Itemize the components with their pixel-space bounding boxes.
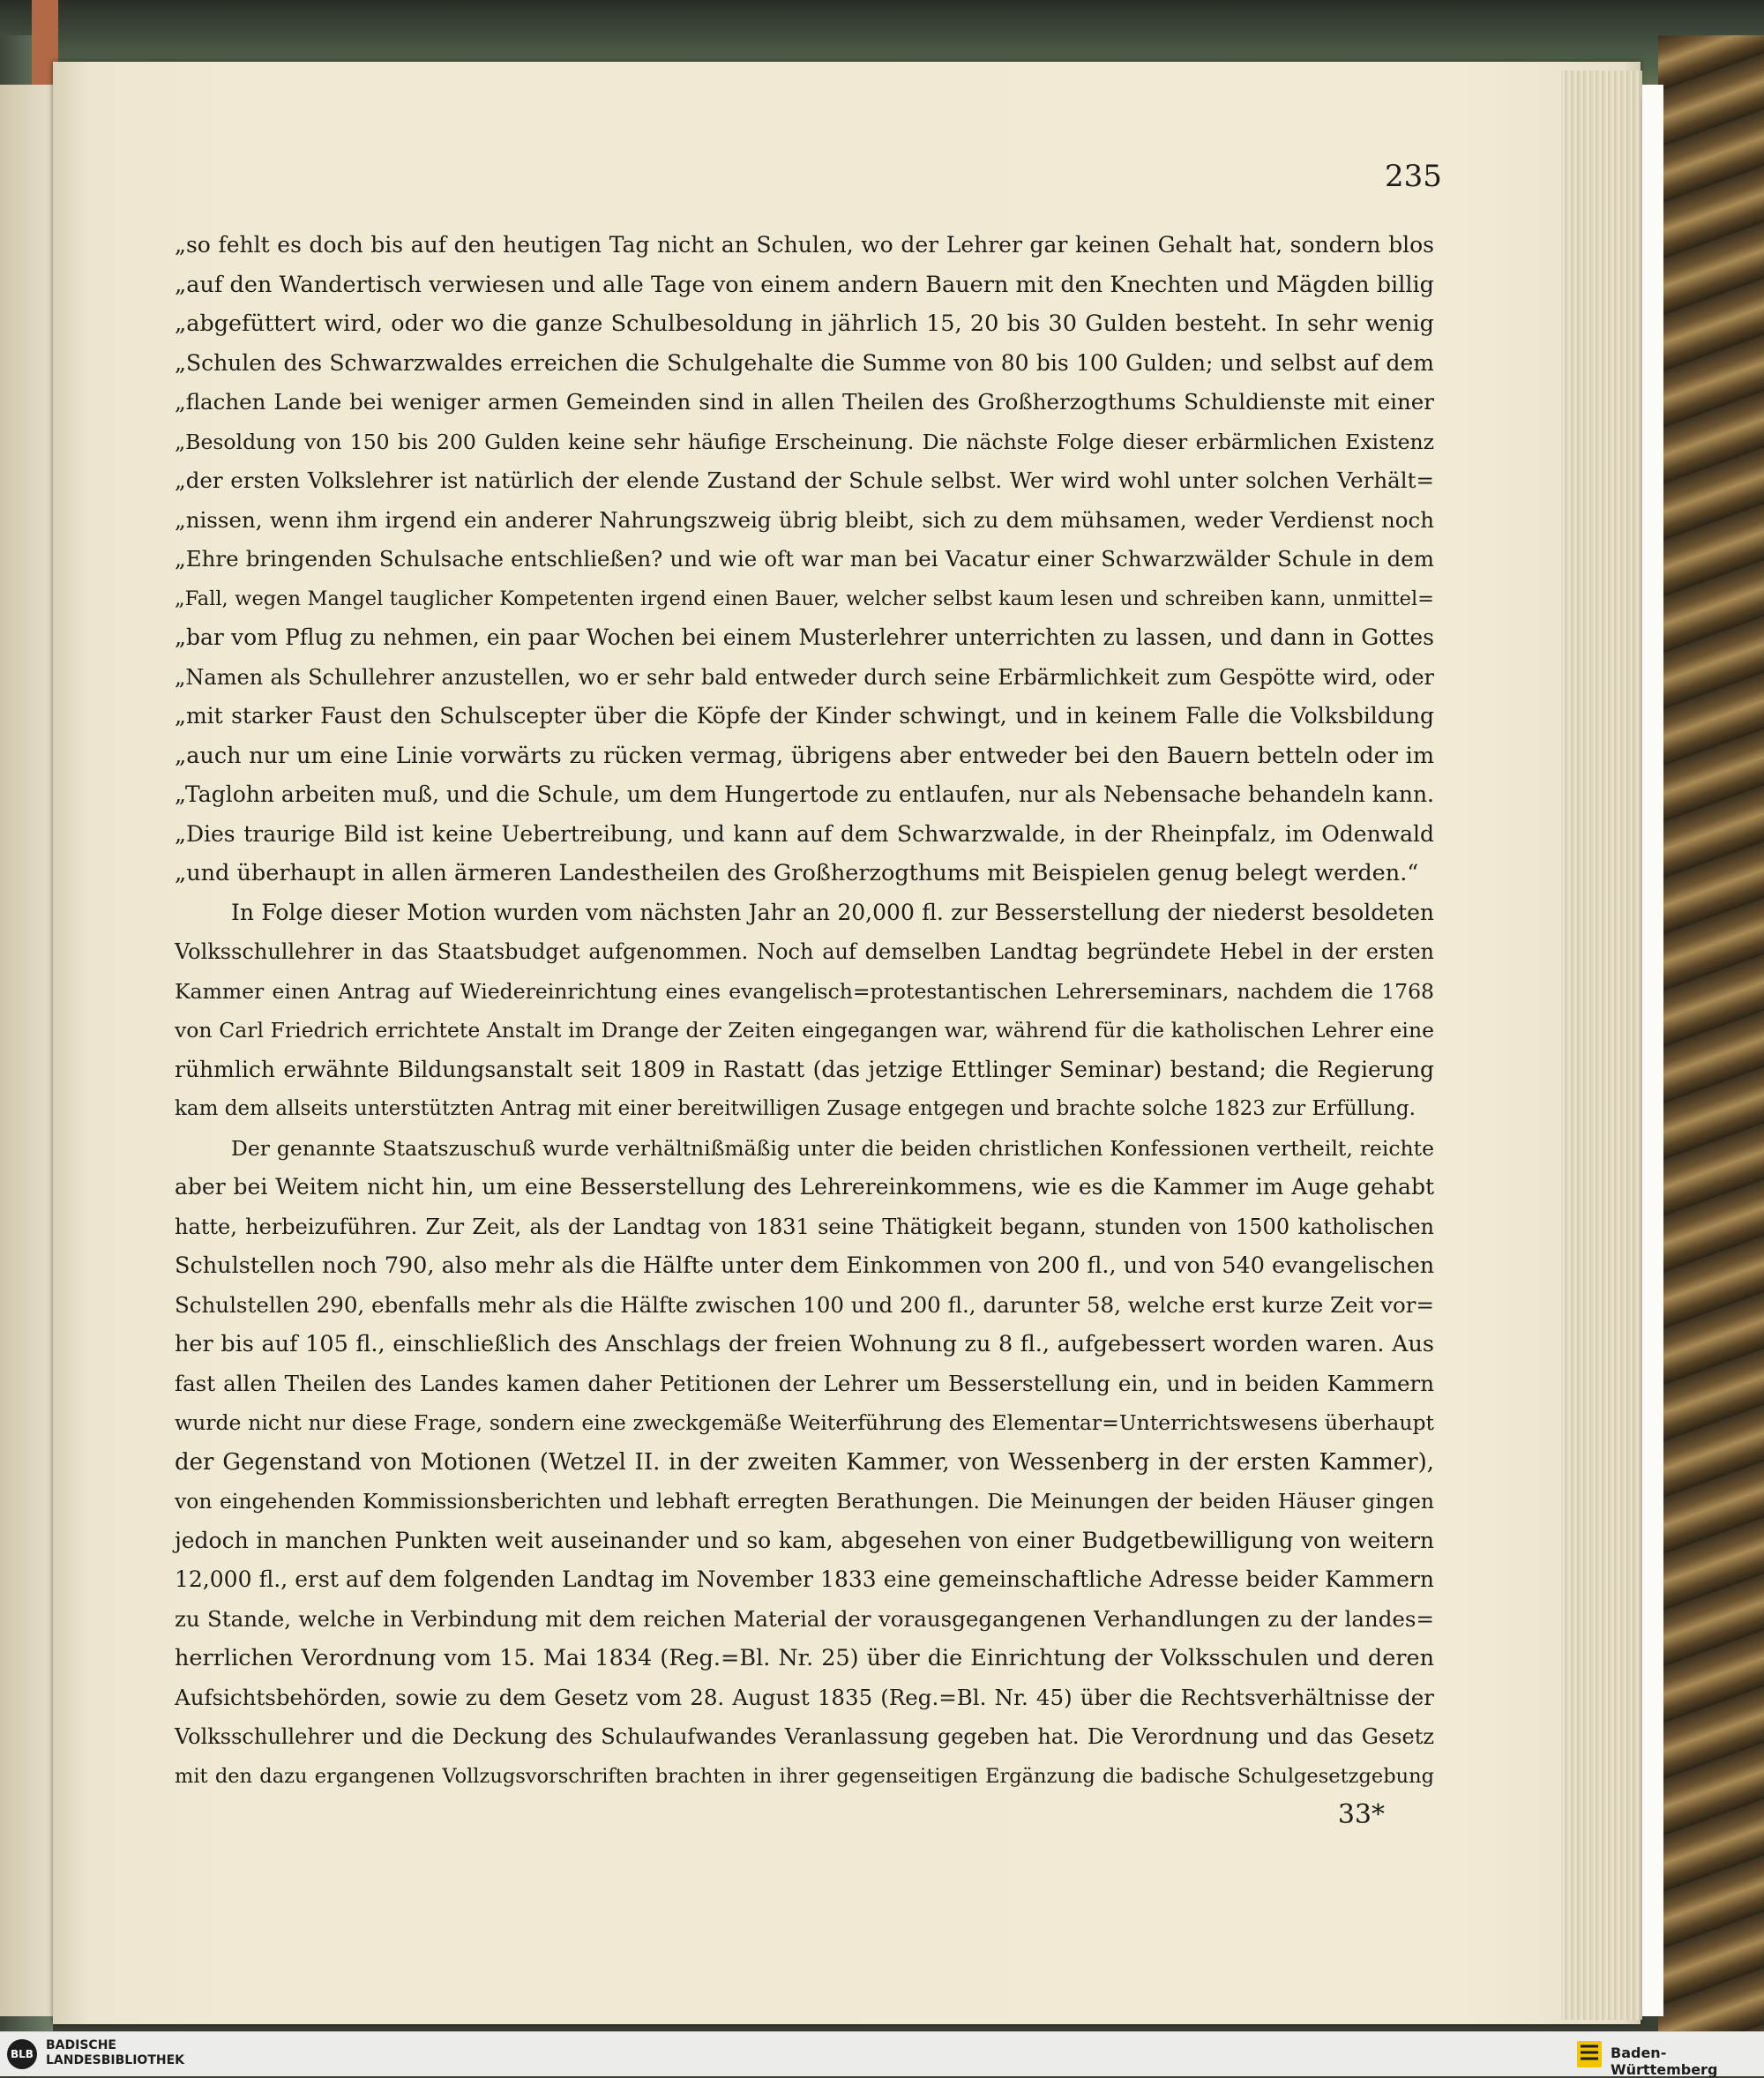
page-number: 235 bbox=[1385, 159, 1442, 194]
blb-name-line2: LANDESBIBLIOTHEK bbox=[46, 2053, 185, 2067]
text-line: „Fall, wegen Mangel tauglicher Kompetenten irgend einen Bauer, welcher selbst kaum lesen und schreiben kann, unmittel= bbox=[175, 587, 1434, 610]
text-line: „der ersten Volkslehrer ist natürlich der elende Zustand der Schule selbst. Wer wird wohl unter solchen Verhält= bbox=[175, 467, 1434, 493]
text-line: „und überhaupt in allen ärmeren Landestheilen des Großherzogthums mit Beispielen genug belegt werden.“ bbox=[175, 860, 1419, 886]
text-line: „mit starker Faust den Schulscepter über die Köpfe der Kinder schwingt, und in keinem Falle die Volksbildung bbox=[175, 703, 1434, 729]
text-line: hatte, herbeizuführen. Zur Zeit, als der Landtag von 1831 seine Thätigkeit begann, stunden von 1500 katholischen bbox=[175, 1214, 1434, 1239]
text-line: „Namen als Schullehrer anzustellen, wo er sehr bald entweder durch seine Erbärmlichkeit zum Gespötte wird, oder bbox=[175, 664, 1434, 690]
text-line: Volksschullehrer in das Staatsbudget aufgenommen. Noch auf demselben Landtag begründete Hebel in der ersten bbox=[175, 939, 1434, 964]
page-white-strip bbox=[1642, 85, 1663, 2016]
previous-page-edge bbox=[0, 85, 53, 2016]
text-line: Der genannte Staatszuschuß wurde verhältnißmäßig unter die beiden christlichen Konfessionen vertheilt, reichte bbox=[231, 1135, 1434, 1161]
text-line: zu Stande, welche in Verbindung mit dem reichen Material der vorausgegangenen Verhandlungen zu der landes= bbox=[175, 1605, 1434, 1632]
text-line: „Ehre bringenden Schulsache entschließen? und wie oft war man bei Vacatur einer Schwarzwälder Schule in dem bbox=[175, 546, 1434, 572]
text-line: „auch nur um eine Linie vorwärts zu rücken vermag, übrigens aber entweder bei den Bauern betteln oder im bbox=[175, 742, 1434, 769]
text-line: her bis auf 105 fl., einschließlich des Anschlags der freien Wohnung zu 8 fl., aufgebessert worden waren. Aus bbox=[175, 1331, 1434, 1357]
text-line: Kammer einen Antrag auf Wiedereinrichtung eines evangelisch=protestantischen Lehrerseminars, nachdem die 1768 bbox=[175, 978, 1434, 1004]
text-line: „Schulen des Schwarzwaldes erreichen die Schulgehalte die Summe von 80 bis 100 Gulden; und selbst auf dem bbox=[175, 349, 1434, 376]
text-line: Schulstellen noch 790, also mehr als die Hälfte unter dem Einkommen von 200 fl., und von 540 evangelischen bbox=[175, 1252, 1435, 1279]
text-line: „Besoldung von 150 bis 200 Gulden keine sehr häufige Erscheinung. Die nächste Folge dieser erbärmlichen Existenz bbox=[175, 429, 1434, 454]
text-line: „flachen Lande bei weniger armen Gemeinden sind in allen Theilen des Großherzogthums Schuldienste mit einer bbox=[175, 389, 1434, 415]
blb-name-line1: BADISCHE bbox=[46, 2038, 116, 2052]
bw-label[interactable]: Baden-Württemberg bbox=[1611, 2044, 1718, 2078]
text-line: wurde nicht nur diese Frage, sondern eine zweckgemäße Weiterführung des Elementar=Unterrichtswesens überhaupt bbox=[175, 1410, 1434, 1435]
text-line: „so fehlt es doch bis auf den heutigen Tag nicht an Schulen, wo der Lehrer gar keinen Gehalt hat, sondern blos bbox=[175, 232, 1434, 258]
text-line: der Gegenstand von Motionen (Wetzel II. in der zweiten Kammer, von Wessenberg in der ersten Kammer), bbox=[175, 1448, 1434, 1476]
text-line: Aufsichtsbehörden, sowie zu dem Gesetz vom 28. August 1835 (Reg.=Bl. Nr. 45) über die Rechtsverhältnisse der bbox=[175, 1684, 1434, 1710]
text-line: „Dies traurige Bild ist keine Uebertreibung, und kann auf dem Schwarzwalde, in der Rheinpfalz, im Odenwald bbox=[175, 820, 1434, 847]
text-line: „nissen, wenn ihm irgend ein anderer Nahrungszweig übrig bleibt, sich zu dem mühsamen, weder Verdienst noch bbox=[175, 506, 1434, 533]
blb-name[interactable] bbox=[46, 2038, 184, 2068]
text-line: In Folge dieser Motion wurden vom nächsten Jahr an 20,000 fl. zur Besserstellung der niederst besoldeten bbox=[231, 899, 1434, 925]
footer-bar bbox=[0, 2031, 1764, 2076]
text-line: von eingehenden Kommissionsberichten und lebhaft erregten Berathungen. Die Meinungen der beiden Häuser gingen bbox=[175, 1489, 1434, 1514]
text-line: mit den dazu ergangenen Vollzugsvorschriften brachten in ihrer gegenseitigen Ergänzung die badische Schulgesetzgebung bbox=[175, 1764, 1434, 1788]
text-line: „bar vom Pflug zu nehmen, ein paar Wochen bei einem Musterlehrer unterrichten zu lassen, und dann in Gottes bbox=[175, 624, 1434, 650]
text-line: jedoch in manchen Punkten weit auseinander und so kam, abgesehen von einer Budgetbewilligung von weitern bbox=[175, 1527, 1434, 1553]
text-line: „abgefüttert wird, oder wo die ganze Schulbesoldung in jährlich 15, 20 bis 30 Gulden besteht. In sehr wenig bbox=[175, 310, 1434, 337]
book-cover-right bbox=[1658, 35, 1764, 2037]
text-line: 12,000 fl., erst auf dem folgenden Landtag im November 1833 eine gemeinschaftliche Adresse beider Kammern bbox=[175, 1566, 1434, 1592]
page-edges bbox=[1561, 71, 1642, 2020]
text-line: aber bei Weitem nicht hin, um eine Besserstellung des Lehrereinkommens, wie es die Kammer im Auge gehabt bbox=[175, 1174, 1434, 1200]
text-line: fast allen Theilen des Landes kamen daher Petitionen der Lehrer um Besserstellung ein, und in beiden Kammern bbox=[175, 1370, 1434, 1396]
text-line: „auf den Wandertisch verwiesen und alle Tage von einem andern Bauern mit den Knechten und Mägden billig bbox=[175, 271, 1434, 298]
text-line: rühmlich erwähnte Bildungsanstalt seit 1809 in Rastatt (das jetzige Ettlinger Seminar) bestand; die Regierung bbox=[175, 1056, 1434, 1082]
text-line: „Taglohn arbeiten muß, und die Schule, um dem Hungertode zu entlaufen, nur als Nebensache behandeln kann. bbox=[175, 781, 1434, 807]
bw-lions-icon[interactable] bbox=[1575, 2039, 1603, 2069]
blb-logo-icon[interactable]: BLB bbox=[7, 2039, 37, 2069]
signature-mark: 33* bbox=[1337, 1799, 1385, 1830]
text-line: kam dem allseits unterstützten Antrag mit einer bereitwilligen Zusage entgegen und brachte solche 1823 zur Erfüllung. bbox=[175, 1097, 1416, 1120]
text-line: Volksschullehrer und die Deckung des Schulaufwandes Veranlassung gegeben hat. Die Verordnung und das Gesetz bbox=[175, 1724, 1434, 1749]
text-line: Schulstellen 290, ebenfalls mehr als die Hälfte zwischen 100 und 200 fl., darunter 58, welche erst kurze Zeit vor= bbox=[175, 1291, 1434, 1318]
text-line: von Carl Friedrich errichtete Anstalt im Drange der Zeiten eingegangen war, während für die katholischen Lehrer eine bbox=[175, 1018, 1434, 1043]
body-text bbox=[175, 226, 1434, 1796]
text-line: herrlichen Verordnung vom 15. Mai 1834 (Reg.=Bl. Nr. 25) über die Einrichtung der Volksschulen und deren bbox=[175, 1645, 1434, 1671]
